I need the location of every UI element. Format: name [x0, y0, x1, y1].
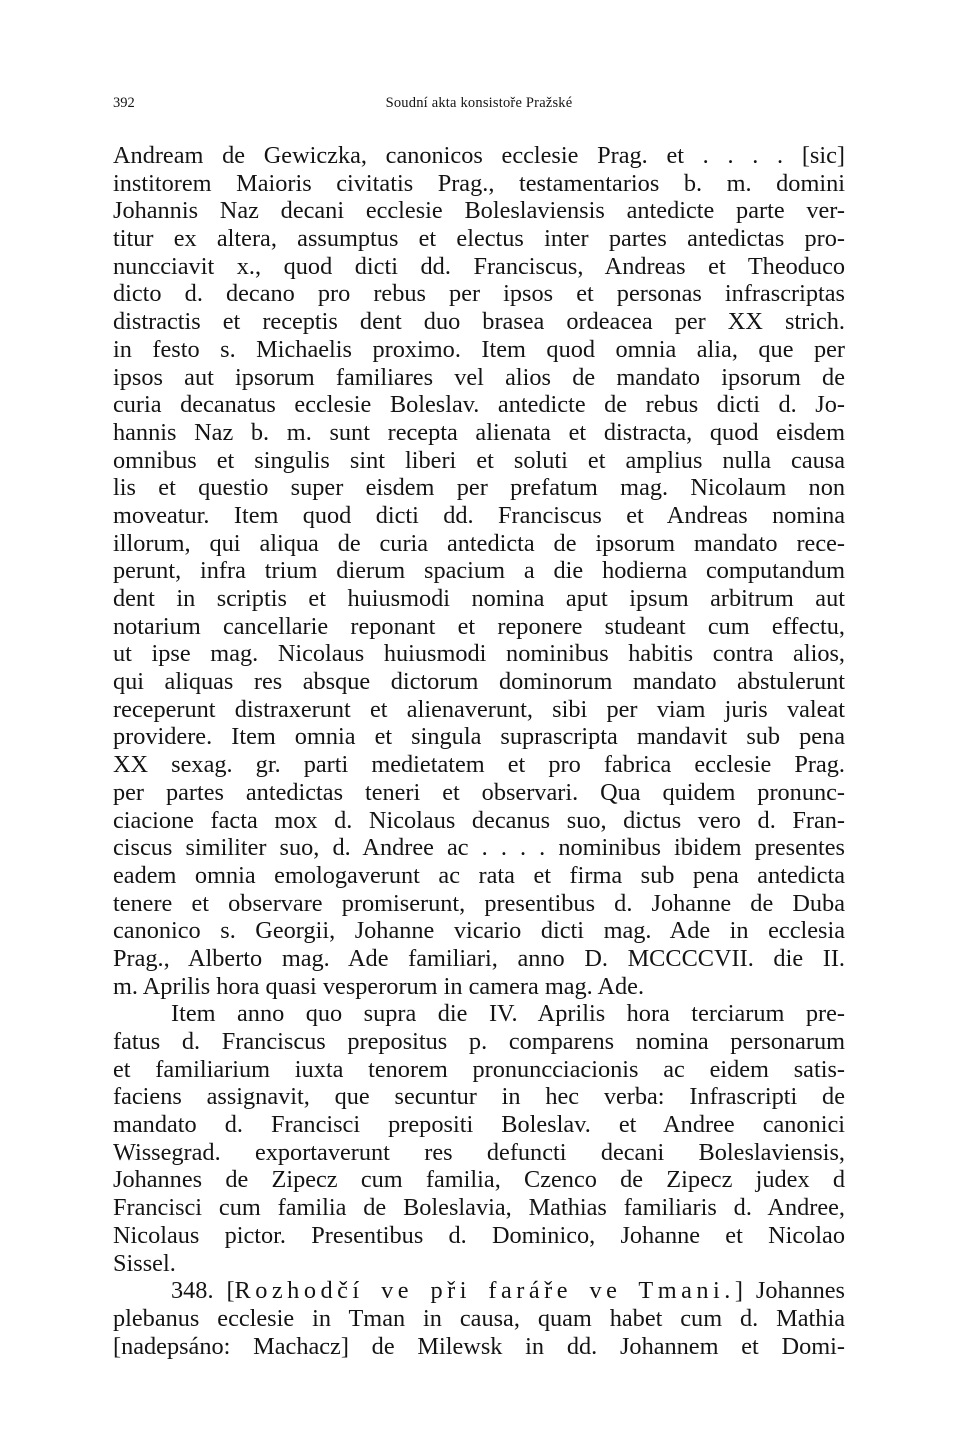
text-line: faciens assignavit, que secuntur in hec verba: Infrascripti de [113, 1083, 845, 1111]
body-text [113, 142, 845, 1360]
entry-number: 348. [ [171, 1277, 235, 1305]
text-line: notarium cancellarie reponant et reponere studeant cum effectu, [113, 612, 845, 640]
text-line: lis et questio super eisdem per prefatum mag. Nicolaum non [113, 474, 845, 502]
text-line: providere. Item omnia et singula suprascripta mandavit sub pena [113, 723, 845, 751]
entry-line-rest: ] Johannes [734, 1277, 845, 1305]
text-line: canonico s. Georgii, Johanne vicario dicti mag. Ade in ecclesia [113, 917, 845, 945]
text-line: plebanus ecclesie in Tman in causa, quam habet cum d. Mathia [113, 1304, 845, 1332]
entry-348-first-line [113, 1277, 845, 1305]
text-line: Wissegrad. exportaverunt res defuncti decani Boleslaviensis, [113, 1138, 845, 1166]
text-line: distractis et receptis dent duo brasea ordeacea per XX strich. [113, 308, 845, 336]
text-line: Andream de Gewiczka, canonicos ecclesie Prag. et . . . . [sic] [113, 142, 845, 169]
text-line: Francisci cum familia de Boleslavia, Mathias familiaris d. Andree, [113, 1194, 845, 1222]
text-line: nuncciavit x., quod dicti dd. Franciscus, Andreas et Theoduco [113, 252, 845, 280]
text-line: omnibus et singulis sint liberi et soluti et amplius nulla causa [113, 446, 845, 474]
text-line: [nadepsáno: Machacz] de Milewsk in dd. Johannem et Domi- [113, 1332, 845, 1360]
text-line: eadem omnia emologaverunt ac rata et firma sub pena antedicta [113, 861, 845, 889]
page-number: 392 [113, 95, 135, 111]
text-line: Johannes de Zipecz cum familia, Czenco de Zipecz judex d [113, 1166, 845, 1194]
text-line: dicto d. decano pro rebus per ipsos et personas infrascriptas [113, 280, 845, 308]
text-line: titur ex altera, assumptus et electus inter partes antedictas pro- [113, 225, 845, 253]
text-line: qui aliquas res absque dictorum dominorum mandato abstulerunt [113, 668, 845, 696]
text-line: XX sexag. gr. parti medietatem et pro fabrica ecclesie Prag. [113, 751, 845, 779]
text-line: mandato d. Francisci prepositi Boleslav. et Andree canonici [113, 1111, 845, 1139]
paragraph-first-line: Item anno quo supra die IV. Aprilis hora terciarum pre- [171, 1000, 845, 1028]
text-line: hannis Naz b. m. sunt recepta alienata et distracta, quod eisdem [113, 418, 845, 446]
text-line: dent in scriptis et huiusmodi nomina aput ipsum arbitrum aut [113, 585, 845, 612]
text-line: institorem Maioris civitatis Prag., testamentarios b. m. domini [113, 169, 845, 197]
text-line: illorum, qui aliqua de curia antedicta de ipsorum mandato rece- [113, 529, 845, 557]
text-line: in festo s. Michaelis proximo. Item quod omnia alia, que per [113, 335, 845, 363]
text-line: ciscus similiter suo, d. Andree ac . . . . nominibus ibidem presentes [113, 834, 845, 862]
text-line: Johannis Naz decani ecclesie Boleslaviensis antedicte parte ver- [113, 197, 845, 225]
running-header [113, 92, 845, 114]
text-line: receperunt distraxerunt et alienaverunt, sibi per viam juris valeat [113, 695, 845, 723]
running-title: Soudní akta konsistoře Pražské [385, 95, 573, 111]
text-line: tenere et observare promiserunt, presentibus d. Johanne de Duba [113, 889, 845, 917]
entry-heading: Rozhodčí ve při faráře ve Tmani. [234, 1277, 735, 1305]
text-line: ciacione facta mox d. Nicolaus decanus suo, dictus vero d. Fran- [113, 806, 845, 834]
text-line: per partes antedictas teneri et observari. Qua quidem pronunc- [113, 778, 845, 806]
text-line: et familiarium iuxta tenorem pronuncciacionis ac eidem satis- [113, 1055, 845, 1083]
text-line: perunt, infra trium dierum spacium a die hodierna computandum [113, 557, 845, 585]
text-line: Sissel. [113, 1249, 176, 1277]
text-line: ut ipse mag. Nicolaus huiusmodi nominibus habitis contra alios, [113, 640, 845, 668]
text-line: m. Aprilis hora quasi vesperorum in camera mag. Ade. [113, 972, 645, 1000]
text-line: fatus d. Franciscus prepositus p. comparens nomina personarum [113, 1028, 845, 1055]
text-line: curia decanatus ecclesie Boleslav. antedicte de rebus dicti d. Jo- [113, 391, 845, 419]
text-line: Nicolaus pictor. Presentibus d. Dominico, Johanne et Nicolao [113, 1221, 845, 1249]
text-line: Prag., Alberto mag. Ade familiari, anno D. MCCCCVII. die II. [113, 944, 845, 972]
text-line: moveatur. Item quod dicti dd. Franciscus et Andreas nomina [113, 501, 845, 529]
text-line: ipsos aut ipsorum familiares vel alios de mandato ipsorum de [113, 363, 845, 391]
